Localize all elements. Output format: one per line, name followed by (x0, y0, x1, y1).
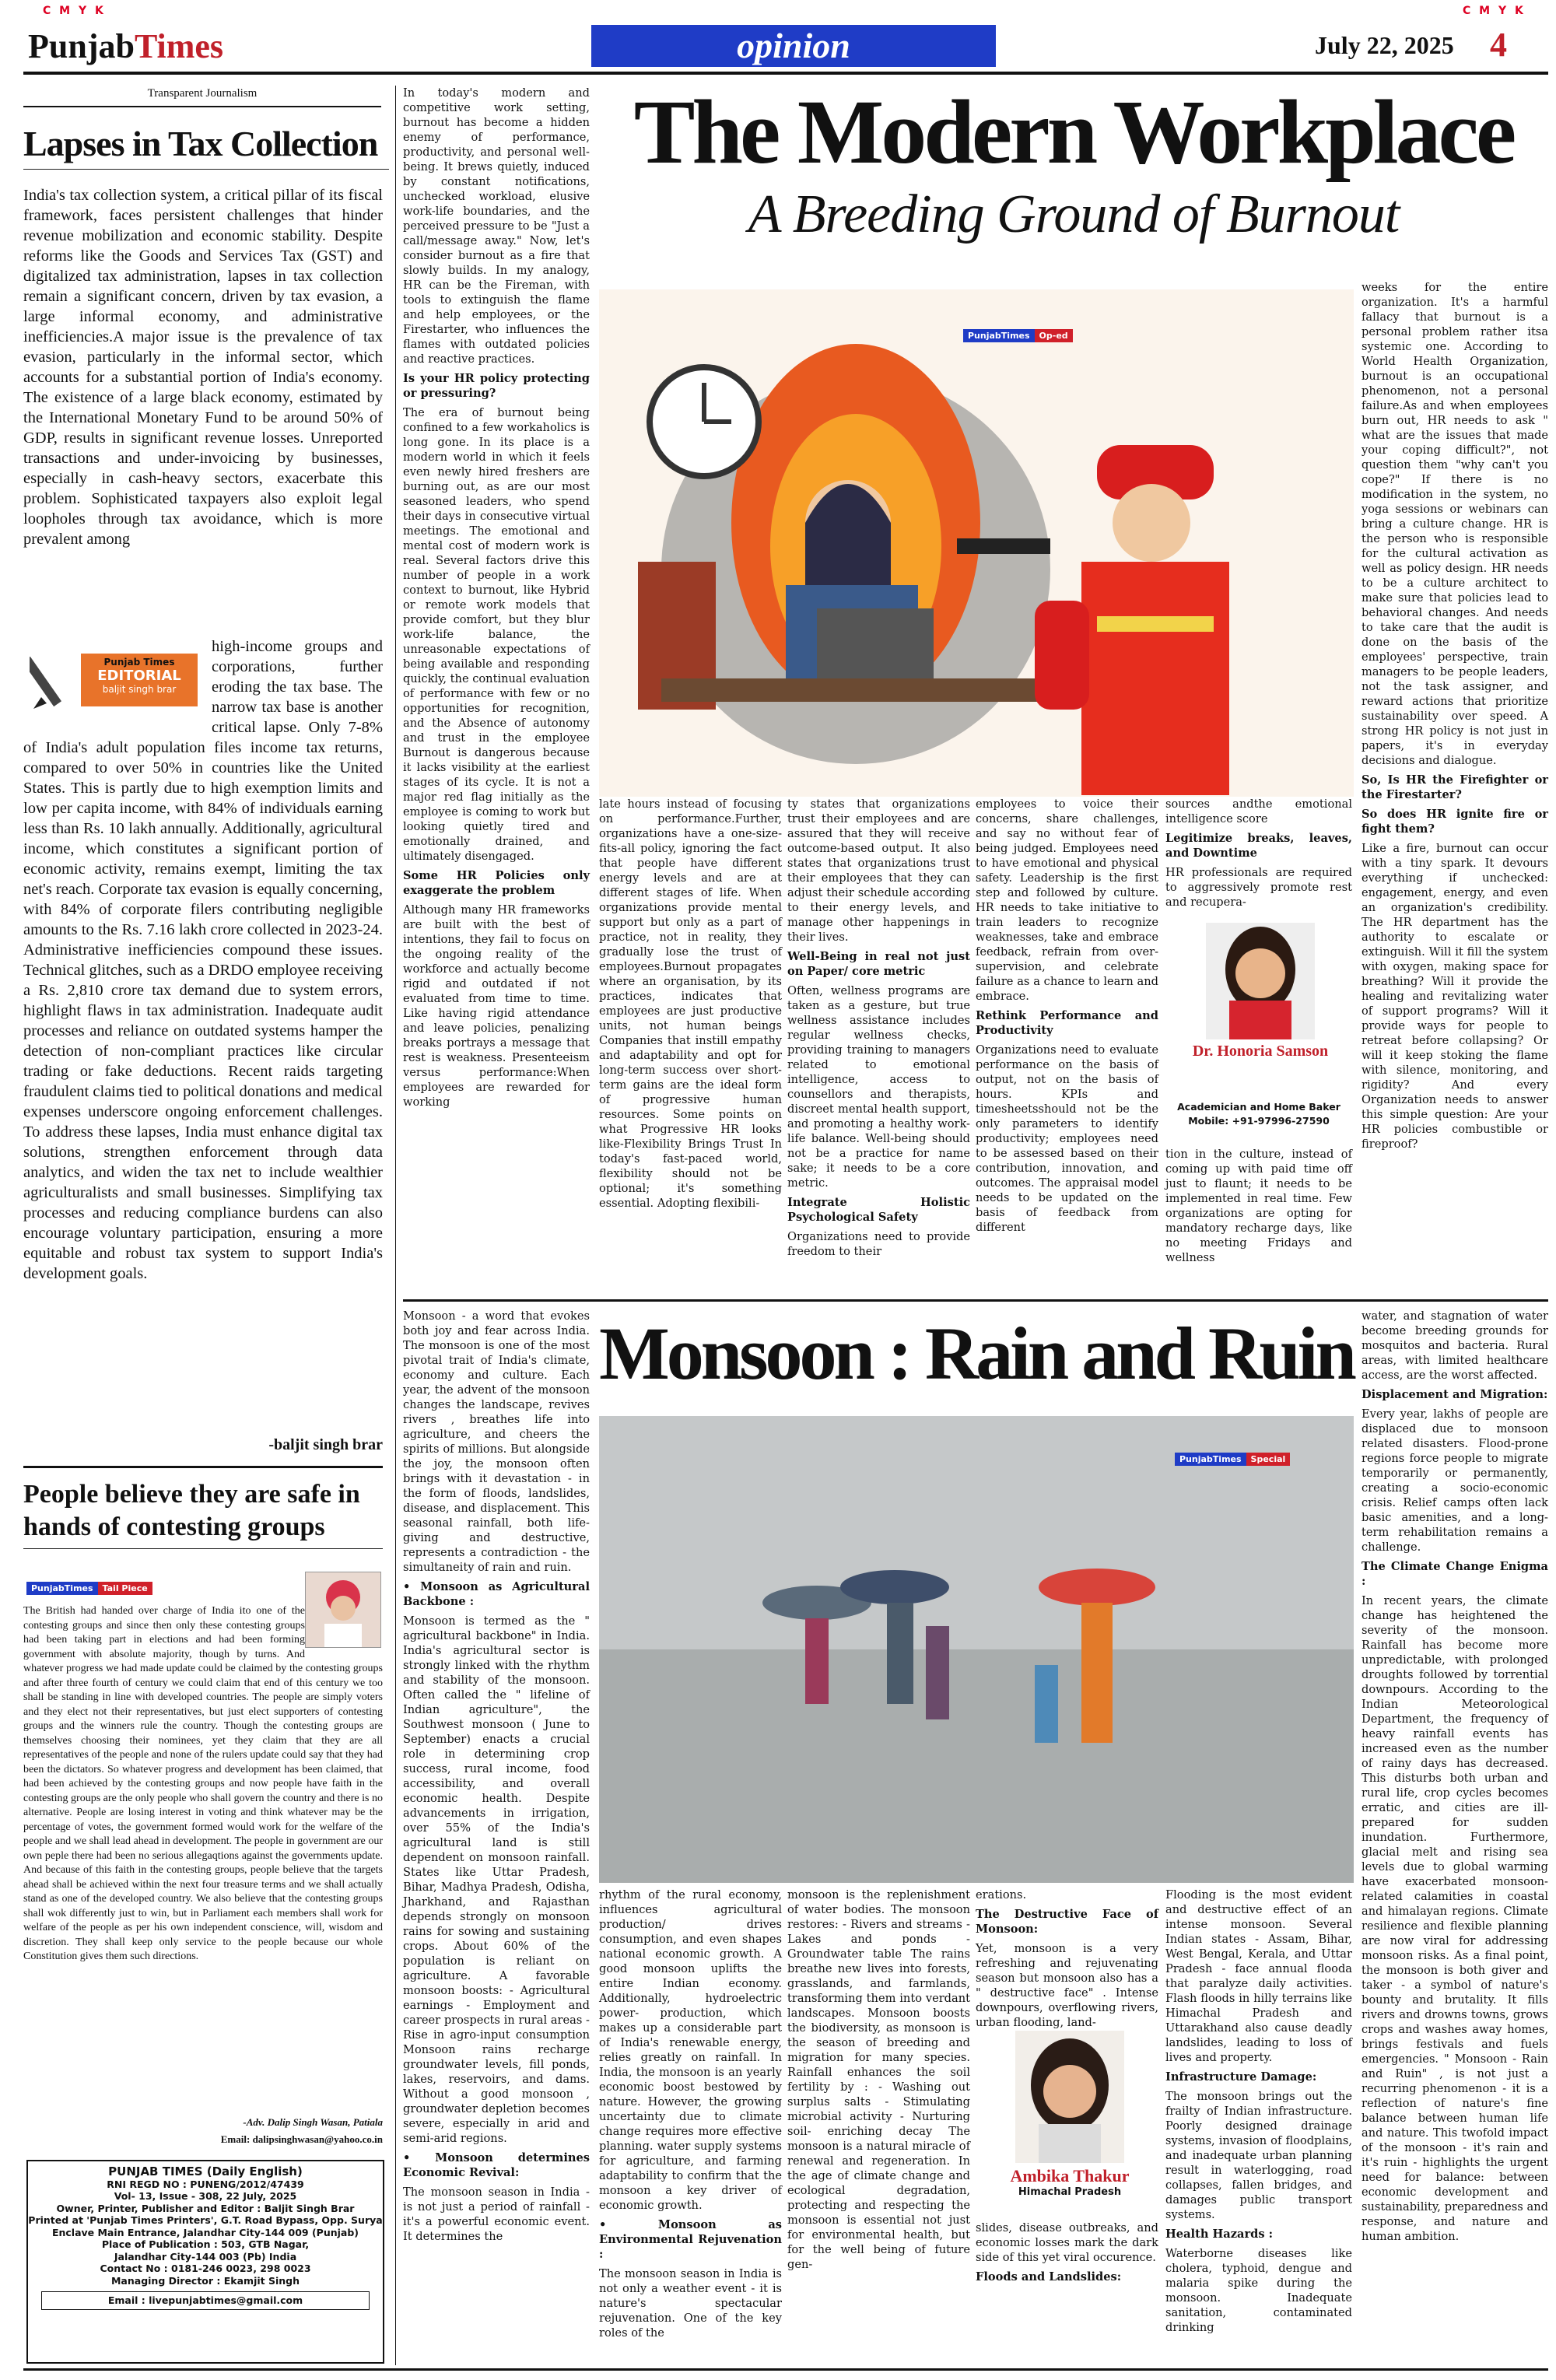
workplace-col3: ty states that organizations trust their employees and are assured that they will receive outcome-based output. It also states that organizations trust their employees that they can adjust their schedule according to their energy levels, and manage other happenings in their lives. Well-Being in real not just on Paper/ core metric Often, wellness programs are taken as a gesture, but true wellness assistance includes regular wellness checks, providing training to managers related to emotional intelligence, access to counsellors and therapists, discreet mental health support, and promoting a healthy work-life balance. Well-being should not be a practice for name sake; it needs to be a core metric. Integrate Holistic Psychological Safety Organizations need to provide freedom to their (787, 797, 970, 1258)
imprint-line: Vol- 13, Issue - 308, 22 July, 2025 (114, 2190, 297, 2202)
workplace-col4: employees to voice their concerns, share challenges, and say no without fear of being judged. Employees need to have emotional and physical safety. Leadership is the first step and followed by culture. HR needs to take initiative to train leaders to recognize weaknesses, take and embrace feedback, refrain from over-supervision, and celebrate failure as a chance to learn and embrace. Rethink Performance and Productivity Organizations need to evaluate performance on the basis of output, not on the basis of hours. KPIs and timesheetsshould not be the only parameters to identify productivity; employees need to be assessed based on their contribution, innovation, and outcomes. The appraisal model needs to be updated on the basis of feedback from different (976, 797, 1158, 1234)
editorial-byline: -baljit singh brar (268, 1436, 383, 1453)
workplace-col1: In today's modern and competitive work setting, burnout has become a hidden enemy of performance, productivity, and personal well-being. It brews quietly, induced by constant notifications, unchecked workload, elusive work-life boundaries, and the perceived pressure to be "Just a call/message away." Now, let's consider burnout as a fire that slowly builds. In my analogy, HR can be the Fireman, with tools to extinguish the flame and help employees, or the Firestarter, who influences the flames with outdated policies and reactive practices. Is your HR policy protecting or pressuring? The era of burnout being confined to a few workaholics is long gone. In its place is a modern world in which it feels even newly hired freshers are burning out, as are our most seasoned leaders, who spend their days in consecutive virtual meetings. The emotional and mental cost of modern work is real. Several factors drive this number of people in a work context to burnout, like Hybrid or remote work models that provide comfort, but they blur work-life balance, the unreasonable expectations of being available and responding quickly, the continual evaluation of performance with few or no opportunities for recognition, and the Absence of autonomy and trust in the employee Burnout is dangerous because it lacks visibility at the earliest stages of its cycle. It is not a major red flag initially as the employee is coming to work but looking quietly tired and emotionally drained, and ultimately disengaged. Some HR Policies only exaggerate the problem Although many HR frameworks are built with the best of intentions, they fail to focus on the ongoing reality of the workforce and actually become rigid and outdated if not evaluated from time to time. Like having rigid attendance and leave policies, penalizing breaks portrays a message that rest is weakness. Presenteeism versus performance:When employees are rewarded for working (403, 86, 590, 1109)
masthead (0, 0, 1556, 70)
kicker-rule (23, 106, 381, 107)
column-divider (395, 86, 396, 2365)
brand-punjab: Punjab (28, 27, 135, 65)
imprint-line: Owner, Printer, Publisher and Editor : Baljit Singh Brar (56, 2202, 355, 2214)
subhead: Rethink Performance and Productivity (976, 1009, 1158, 1037)
kicker: Transparent Journalism (147, 87, 258, 100)
subhead: Well-Being in real not just on Paper/ core metric (787, 950, 970, 978)
subhead: The Destructive Face of Monsoon: (976, 1908, 1158, 1936)
footer-rule (23, 2368, 1548, 2371)
header-rule (23, 72, 1548, 75)
monsoon-col2: rhythm of the rural economy, influences agricultural production/ drives consumption, and even shapes national economic growth. A good monsoon uplifts the entire Indian economy. Additionally, hydroelectric power- production, which makes up a considerable part of India's renewable energy, relies greatly on rainfall. In India, the monsoon is an yearly economic boost bestowed by nature. However, the growing uncertainty due to climate change requires more effective planning. water supply systems for agriculture, and farming adaptability to confirm that the monsoon a key driver of economic growth. • Monsoon as Environmental Rejuvenation : The monsoon season in India is not only a weather event - it is nature's spectacular rejuvenation. One of the key roles of the (599, 1888, 782, 2340)
workplace-col5: sources andthe emotional intelligence score Legitimize breaks, leaves, and Downtime HR professionals are required to aggressively promote rest and recupera- (1165, 797, 1352, 909)
page-number: 4 (1490, 26, 1507, 64)
author-details (1165, 1100, 1352, 1128)
subhead: Floods and Landslides: (976, 2270, 1122, 2284)
burnout-illustration (599, 289, 1354, 797)
badge-editorial: EDITORIAL (97, 668, 181, 684)
cmyk-mark-left: C M Y K (43, 5, 106, 17)
subhead: Some HR Policies only exaggerate the problem (403, 869, 590, 897)
subhead: • Monsoon as Agricultural Backbone : (403, 1580, 590, 1608)
subhead: So does HR ignite fire or fight them? (1362, 808, 1548, 836)
imprint-line: Enclave Main Entrance, Jalandhar City-144 009 (Punjab) (51, 2226, 359, 2238)
subhead: Infrastructure Damage: (1165, 2070, 1317, 2084)
subhead: So, Is HR the Firefighter or the Firestarter? (1362, 773, 1548, 801)
subhead: • Monsoon determines Economic Revival: (403, 2151, 590, 2179)
monsoon-col6: water, and stagnation of water become breeding grounds for mosquitos and bacteria. Rural areas, with limited healthcare access, are the worst affected. Displacement and Migration: Every year, lakhs of people are displaced due to monsoon related disasters. Flood-prone regions force people to migrate temporarily or permanently, creating a socio-economic crisis. Relief camps often lack basic amenities, and a long-term rehabilitation remains a challenge. The Climate Change Enigma : In recent years, the climate change has heightened the severity of the monsoon. Rainfall has become more unpredictable, with prolonged droughts followed by torrential downpours. According to the Indian Meteorological Department, the frequency of heavy rainfall events has increased even as the number of rainy days has decreased. This disturbs both urban and rural life, crop cycles becomes erratic, and cities are ill-prepared for sudden inundation. Furthermore, glacial melt and rising sea levels due to global warming have exacerbated monsoon-related calamities in coastal and himalayan regions. Climate resilience and flexible planning are now viral for addressing monsoon risks. As a final point, the monsoon is both giver and taker - a symbol of nature's bounty and brutality. It fills rivers and drowns towns, grows crops and washes away homes, brings festivals and fuels emergencies. " Monsoon - Rain and Ruin" , is not just a recurring phenomenon - it is a reflection of nature's fine balance between human life and nature. This twofold impact of the monsoon - it's rain and it's ruin - highlights the urgent need for balance: between economic development and sustainability, preparedness and response, and nature and human ambition. (1362, 1309, 1548, 2243)
imprint-title: PUNJAB TIMES (Daily English) (108, 2164, 303, 2178)
monsoon-photo (599, 1416, 1354, 1883)
subhead: The Climate Change Enigma : (1362, 1560, 1548, 1588)
tailpiece-body: The British had handed over charge of India ito one of the contesting groups and since then only these contesting groups had been taking part in elections and had been forming government with absolute majority, though by turns. And whatever progress we had made update could be claimed by the contesting groups and after three fourth of century we could claim that end of this century we too shall be standing in line with developed countries. The people are simply voters and they elect not their representatives, but just elect supporters of contesting groups and the winners rule the country. Though the contesting groups are themselves choosing their nominees, yet they claim that they are all representatives of the people and none of the rulers update could say that they had been the dictators. So whatever progress and development has been claimed, that had been achieved by the contesting groups and now people have faith in the contesting groups are the only people who shall govern the country and there is no alternative. People are losing interest in voting and think whatever may be the percentage of votes, the government formed would work for the welfare of the people and we shall lead ahead in development. The people in government are our own peple there had been no serious allegaqtions against the governments update. And because of this faith in the contesting groups, people believe that the targets ahead shall be achieved within the next four treasure terms and we shall actually stand as one of the developed country. We also believe that the contesting groups shall wok differently just to win, but in Parliament each members shall work for welfare of the people as per his own independent conscience, will, wisdom and discretion. They shall keep only service to the people because our whole Constitution gives them such directions. (23, 1605, 383, 1962)
workplace-col2: late hours instead of focusing on performance.Further, organizations have a one-size-fits-all policy, ignoring the fact that people have different energy levels and are at different stages of life. When organizations provide mental support but only as a part of practice, not in reality, they gradually lose the trust of employees.Burnout propagates where an organisation, by its practices, indicates that employees are just productive units, not human beings Companies that instill empathy and adaptability and opt for long-term success over short-term gains are the ideal form of progressive human resources. Some points on what Progressive HR looks like-Flexibility Brings Trust In today's fast-paced world, flexibility should not be optional; it's something essential. Adopting flexibili- (599, 797, 782, 1210)
issue-date: July 22, 2025 (1315, 31, 1454, 59)
section-rule (403, 1299, 1548, 1302)
workplace-col6: weeks for the entire organization. It's a harmful fallacy that burnout is a personal problem rather itsa systemic one. According to World Health Organization, burnout is an occupational phenomenon, not a personal failure.As and when employees burn out, HR needs to ask " what are the issues that made your coping difficult?", not question them "why can't you cope?" If there is no modification in the system, no yoga sessions or webinars can bring a culture change. HR is the person who is responsible for the cultural activation as well as policy design. HR needs to be a culture architect to make sure that policies lead to behavioral changes. And needs to take care that the audit is done on the basis of the employees' perspective, train managers to be people leaders, not the task assigner, and reward actions that prioritize sustainability over speed. A strong HR policy is not just in papers, it's in everyday decisions and dialogue. So, Is HR the Firefighter or the Firestarter? So does HR ignite fire or fight them? Like a fire, burnout can occur with a tiny spark. It devours everything if unchecked: engagement, energy, and even an organization's credibility. The HR department has the authority to escalate or extinguish. Will it fill the system with oxygen, making space for breathing? Will it provide the healing and revitalizing water of support programs? Will it provide ways for people to retreat before collapsing? Or will it keep stoking the flame with silence, monitoring, and rigidity? And every Organization needs to answer this simple question: Are your HR policies combustible or fireproof? (1362, 281, 1548, 1151)
imprint-line: Jalandhar City-144 003 (Pb) India (114, 2250, 297, 2263)
imprint-line: Managing Director : Ekamjit Singh (110, 2274, 300, 2287)
image-tag: PunjabTimes Special (1175, 1450, 1290, 1465)
author-place: Himachal Pradesh (1018, 2186, 1122, 2198)
tag-brand: PunjabTimes (26, 1582, 98, 1595)
subhead: • Monsoon as Environmental Rejuvenation : (599, 2218, 782, 2261)
monsoon-title: Monsoon : Rain and Ruin (599, 1312, 1354, 1395)
badge-author: baljit singh brar (102, 684, 177, 695)
imprint-line: RNI REGD NO : PUNENG/2012/47439 (107, 2178, 304, 2190)
author-photo-ambika (996, 2031, 1144, 2210)
editorial-title: Lapses in Tax Collection (23, 123, 389, 170)
monsoon-col3: monsoon is the replenishment of water bodies. The monsoon restores: - Rivers and streams - Lakes and ponds - Groundwater table The rains breathe new lives into forests, grasslands, and farmlands, transforming them into verdant landscapes. Monsoon boosts the biodiversity, as monsoon is the season of breeding and migration for many species. Rainfall enhances the soil fertility by : - Washing out surplus salts - Stimulating microbial activity - Nurturing soil- enriching decay The monsoon is a natural miracle of renewal and regeneration. In the age of climate change and ecological degradation, protecting and respecting the monsoon is essential not just for environmental health, but for the well being of future gen- (787, 1888, 970, 2271)
author-name: Ambika Thakur (1010, 2166, 1130, 2185)
brand-times: Times (134, 27, 224, 65)
tailpiece-tag (26, 1579, 152, 1594)
monsoon-col4b: slides, disease outbreaks, and economic losses mark the dark side of this yet viral occurence. Floods and Landslides: (976, 2221, 1158, 2284)
author-mobile: Mobile: +91-97996-27590 (1188, 1115, 1330, 1127)
imprint-line: Place of Publication : 503, GTB Nagar, (101, 2238, 310, 2250)
monsoon-col4: erations. The Destructive Face of Monsoon: Yet, monsoon is a very refreshing and rejuvenating season but monsoon also has a " destructive face" . Intense downpours, overflowing rivers, urban flooding, land- (976, 1888, 1158, 2029)
author-role: Academician and Home Baker (1177, 1101, 1340, 1113)
cmyk-mark-right: C M Y K (1463, 5, 1526, 17)
subhead: Displacement and Migration: (1362, 1388, 1548, 1401)
badge-brand: Punjab Times (103, 657, 175, 668)
image-tag: PunjabTimes Op-ed (963, 327, 1073, 342)
tailpiece-author: -Adv. Dalip Singh Wasan, Patiala (243, 2116, 383, 2128)
tailpiece-title: People believe they are safe in hands of contesting groups (23, 1478, 383, 1549)
workplace-subtitle: A Breeding Ground of Burnout (748, 184, 1400, 244)
editorial-para1: India's tax collection system, a critical pillar of its fiscal framework, faces persistent challenges that hinder revenue mobilization and economic stability. Despite reforms like the Goods and Services Tax (GST) and digitalized tax administration, lapses in tax collection remain a significant concern, driven by tax evasion, a large informal economy, and administrative inefficiencies.A major issue is the prevalence of tax evasion, particularly in the informal sector, which accounts for a substantial portion of India's economy. The existence of a large black economy, estimated by the International Monetary Fund to be around 50% of GDP, results in significant revenue losses. Unreported transactions and under-invoicing by businesses, especially in cash-heavy sectors, exacerbate this problem. Sophisticated taxpayers also exploit legal loopholes through tax avoidance, which is more prevalent among (23, 187, 383, 548)
brand-logo (28, 26, 223, 66)
imprint-email: Email : livepunjabtimes@gmail.com (41, 2291, 370, 2310)
tailpiece-email: Email: dalipsinghwasan@yahoo.co.in (220, 2133, 383, 2145)
editorial-para2: high-income groups and corporations, further eroding the tax base. The narrow tax base is another critical lapse. Only 7-8% of India's adult population files income tax returns, compared to over 50% in countries like the United States. This is partly due to high exemption limits and low per capita income, with 84% of individuals earning less than Rs. 10 lakh annually. Additionally, agricultural income, which constitutes a significant portion of economic activity, remains exempt, limiting the tax net's reach. Corporate tax evasion is equally concerning, with 84% of corporate filers contributing negligible amounts to the Rs. 7.16 lakh crore collected in 2023-24. Administrative inefficiencies compound these issues. Technical glitches, such as a DRDO employee receiving a Rs. 2,810 crore tax demand due to system errors, highlight flaws in tax administration. Inadequate audit processes and reliance on outdated systems hamper the detection of non-compliant practices like circular trading or fake deductions. Recent raids targeting fraudulent claims tied to political donations and medical expenses underscore ongoing enforcement challenges. To address these lapses, India must enhance digital tax solutions, strengthen enforcement through data analytics, and widen the tax net to include wealthier agriculturalists and small businesses. Simplifying tax processes and reducing compliance burdens can also encourage voluntary participation, ensuring a more equitable and robust tax system to support India's development goals. (23, 638, 383, 1282)
section-label: opinion (591, 25, 996, 67)
editorial-rule (23, 1466, 383, 1468)
workplace-title: The Modern Workplace (633, 81, 1514, 183)
monsoon-left: Monsoon - a word that evokes both joy and fear across India. The monsoon is one of the most pivotal trait of India's climate, economy and culture. Each year, the advent of the monsoon changes the landscape, revives rivers , breathes life into agriculture, and cheers the spirits of millions. But alongside the joy, the monsoon often brings with it devastation - in the form of floods, landslides, disease, and displacement. This seasonal rainfall, both life-giving and destructive, represents a contradiction - the simultaneity of rain and ruin. • Monsoon as Agricultural Backbone : Monsoon is termed as the " agricultural backbone" in India. India's agricultural sector is strongly linked with the rhythm and stability of the monsoon. Often called the " lifeline of Indian agriculture", the Southwest monsoon ( June to September) enacts a crucial role in determining crop success, rural income, food accessibility, and overall economic health. Despite advancements in irrigation, over 55% of the India's agricultural land is still dependent on monsoon rainfall. States like Uttar Pradesh, Bihar, Madhya Pradesh, Odisha, Jharkhand, and Rajasthan depends strongly on monsoon rains for sowing and sustaining crops. About 60% of the population is reliant on agriculture. A favorable monsoon boosts: - Agricultural earnings - Employment and career prospects in rural areas - Rise in agro-input consumption Monsoon rains recharge groundwater levels, fill ponds, lakes, reservoirs, and dams. Without a good monsoon , groundwater depletion becomes severe, especially in arid and semi-arid regions. • Monsoon determines Economic Revival: The monsoon season in India - is not just a period of rainfall - it's a powerful economic event. It determines the (403, 1309, 590, 2243)
imprint-box (26, 2160, 384, 2364)
subhead: Health Hazards : (1165, 2228, 1274, 2241)
author-photo-honoria (1175, 923, 1346, 1078)
author-name: Dr. Honoria Samson (1192, 1043, 1329, 1060)
imprint-line: Printed at 'Punjab Times Printers', G.T. Road Bypass, Opp. Surya (28, 2214, 383, 2226)
tag-tailpiece: Tail Piece (98, 1582, 152, 1595)
subhead: Is your HR policy protecting or pressuring? (403, 372, 590, 400)
workplace-col5c: tion in the culture, instead of coming up with paid time off just to flaunt; it needs to be implemented in real time. Few organizations are opting for mandatory recharge days, like no meeting Fridays and wellness (1165, 1148, 1352, 1264)
monsoon-col5: Flooding is the most evident and destructive effect of an intense monsoon. Several Indian states - Assam, Bihar, West Bengal, Kerala, and Uttar Pradesh - face annual flooda that paralyze daily activities. Flash floods in hilly terrains like Himachal Pradesh and Uttarakhand also cause deadly landslides, leading to loss of lives and property. Infrastructure Damage: The monsoon brings out the frailty of Indian infrastructure. Poorly designed drainage systems, invasion of floodplains, and inadequate urban planning result in waterlogging, road collapses, fallen bridges, and damages public transport systems. Health Hazards : Waterborne diseases like cholera, typhoid, dengue and malaria spike during the monsoon. Inadequate sanitation, contaminated drinking (1165, 1888, 1352, 2334)
subhead: Integrate Holistic Psychological Safety (787, 1196, 970, 1224)
imprint-line: Contact No : 0181-246 0023, 298 0023 (100, 2263, 311, 2274)
subhead: Legitimize breaks, leaves, and Downtime (1165, 832, 1352, 860)
